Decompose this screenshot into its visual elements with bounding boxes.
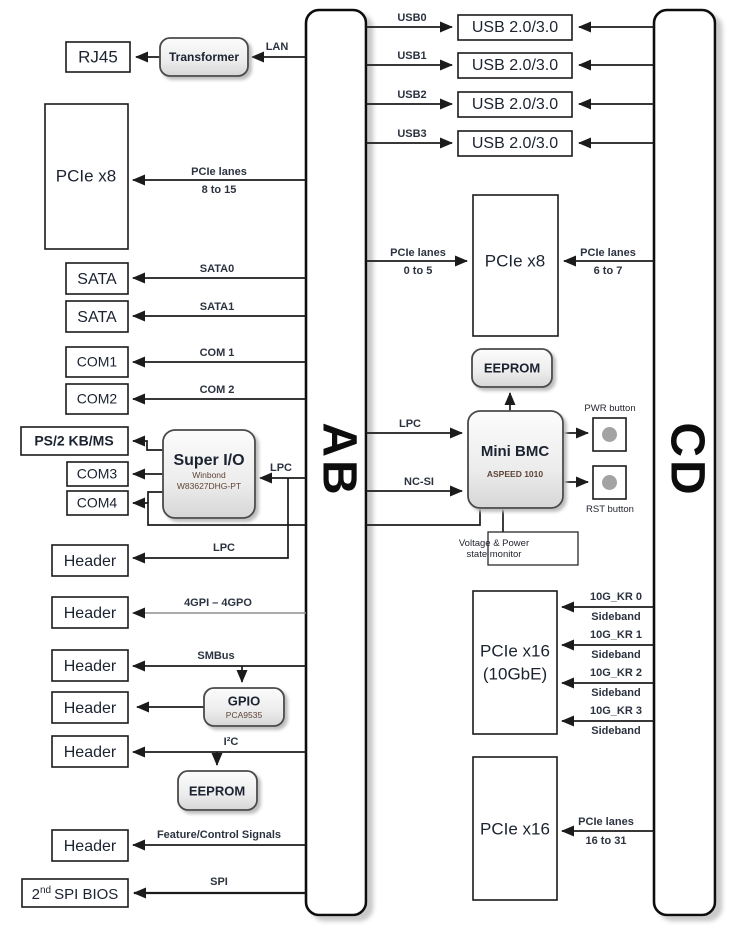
label-feature: Feature/Control Signals	[156, 829, 282, 841]
gpio-part: PCA9535	[225, 710, 263, 720]
pcie-x16-label: PCIe x16	[480, 819, 550, 839]
label-pcie-0-5-b: 0 to 5	[403, 265, 433, 277]
label-lan: LAN	[265, 41, 289, 53]
usb-0-label: USB 2.0/3.0	[471, 19, 559, 37]
com2-label: COM2	[76, 390, 118, 407]
node-com3	[67, 462, 128, 486]
connector-ab-label: AB	[312, 422, 366, 498]
label-kr2: 10G_KR 2	[590, 667, 642, 679]
header-smbus-label: Header	[63, 658, 117, 676]
connector-cd-label: CD	[660, 422, 714, 498]
label-kr0-sideband: Sideband	[591, 611, 641, 623]
sata-a-label: SATA	[77, 271, 117, 289]
usb-3-label: USB 2.0/3.0	[471, 135, 559, 153]
node-header-smbus	[52, 650, 128, 681]
chip-mini-bmc	[468, 411, 563, 508]
node-sata-a	[66, 263, 128, 294]
node-header-i2c	[52, 736, 128, 767]
eeprom-left-label: EEPROM	[188, 783, 246, 799]
node-rst-button	[586, 466, 634, 515]
label-pcie-8-15-a: PCIe lanes	[191, 166, 247, 178]
node-header-gpio-lanes	[52, 597, 128, 628]
node-voltage-monitor	[459, 532, 578, 565]
label-sata0: SATA0	[199, 263, 235, 275]
node-sata-b	[66, 301, 128, 332]
node-header-lpc	[52, 545, 128, 576]
chip-super-io	[163, 430, 255, 518]
label-sata1: SATA1	[199, 301, 235, 313]
label-lpc-header: LPC	[213, 542, 235, 554]
label-usb1: USB1	[397, 50, 427, 62]
chip-eeprom-mid	[472, 349, 552, 387]
node-pcie-x16	[473, 757, 557, 900]
node-com4	[67, 491, 128, 515]
spi-bios-sup: nd	[40, 885, 52, 896]
pwr-button-dot	[602, 427, 617, 442]
label-pcie-0-5-a: PCIe lanes	[390, 247, 446, 259]
label-pcie-8-15-b: 8 to 15	[201, 184, 237, 196]
node-com1	[66, 347, 128, 377]
label-com1: COM 1	[199, 347, 235, 359]
transformer-label: Transformer	[168, 50, 240, 65]
label-usb3: USB3	[397, 128, 427, 140]
rj45-label: RJ45	[78, 47, 118, 67]
wire-bmc-com4-right	[366, 508, 480, 525]
label-lpc-superio: LPC	[270, 462, 292, 474]
label-kr3-sideband: Sideband	[591, 725, 641, 737]
pcie-x16-10gbe-box	[473, 591, 557, 734]
chip-transformer	[160, 38, 248, 76]
label-com2: COM 2	[199, 384, 235, 396]
sata-b-label: SATA	[77, 309, 117, 327]
chip-eeprom-left	[178, 771, 257, 810]
node-header-feature	[52, 830, 128, 861]
node-usb-3	[458, 131, 572, 156]
header-i2c-label: Header	[63, 744, 117, 762]
com3-label: COM3	[76, 465, 118, 482]
label-usb2: USB2	[397, 89, 427, 101]
voltage-monitor-line2: state monitor	[466, 549, 522, 560]
label-smbus: SMBus	[197, 650, 235, 662]
pcie-x16-10gbe-line1: PCIe x16	[480, 641, 550, 661]
voltage-monitor-line1: Voltage & Power	[458, 538, 530, 549]
pwr-button-label: PWR button	[584, 403, 636, 414]
label-pcie-6-7-a: PCIe lanes	[580, 247, 636, 259]
rst-button-label: RST button	[586, 504, 634, 515]
label-pcie-16-31-b: 16 to 31	[585, 835, 627, 847]
label-kr0: 10G_KR 0	[590, 591, 642, 603]
connector-cd	[654, 10, 715, 915]
pcie-x16-10gbe-line2: (10GbE)	[482, 664, 548, 684]
label-usb0: USB0	[397, 12, 427, 24]
node-usb-2	[458, 92, 572, 117]
spi-bios-rest: SPI BIOS	[54, 886, 119, 903]
gpio-title: GPIO	[227, 693, 261, 709]
node-ps2	[21, 427, 128, 455]
label-pcie-6-7-b: 6 to 7	[593, 265, 623, 277]
node-usb-0	[458, 15, 572, 40]
com4-label: COM4	[76, 494, 118, 511]
node-pcie-x8-left	[45, 104, 128, 249]
label-i2c: I²C	[223, 736, 239, 748]
usb-1-label: USB 2.0/3.0	[471, 57, 559, 75]
header-gpio-label: Header	[63, 700, 117, 718]
rst-button-dot	[602, 475, 617, 490]
node-pwr-button	[584, 403, 635, 451]
label-lpc-bmc: LPC	[399, 418, 421, 430]
usb-2-label: USB 2.0/3.0	[471, 96, 559, 114]
mini-bmc-title: Mini BMC	[480, 442, 550, 460]
label-4gpi-4gpo: 4GPI – 4GPO	[184, 597, 252, 609]
node-pcie-x8-mid	[473, 195, 558, 336]
label-ncsi: NC-SI	[404, 476, 434, 488]
label-kr3: 10G_KR 3	[590, 705, 642, 717]
wire-superio-ps2	[133, 441, 163, 450]
label-kr1: 10G_KR 1	[590, 629, 642, 641]
node-spi-bios	[22, 879, 128, 907]
chip-gpio	[204, 688, 284, 726]
com1-label: COM1	[76, 353, 118, 370]
node-header-gpio	[52, 692, 128, 723]
wire-superio-com4-stub	[148, 492, 163, 503]
eeprom-mid-label: EEPROM	[483, 360, 541, 376]
label-kr1-sideband: Sideband	[591, 649, 641, 661]
super-io-part: W83627DHG-PT	[176, 481, 242, 491]
super-io-vendor: Winbond	[192, 470, 226, 480]
node-com2	[66, 384, 128, 414]
pcie-x8-mid-label: PCIe x8	[484, 251, 546, 271]
header-lpc-label: Header	[63, 553, 117, 571]
connector-ab	[306, 10, 366, 915]
label-kr2-sideband: Sideband	[591, 687, 641, 699]
super-io-title: Super I/O	[173, 452, 245, 470]
ps2-label: PS/2 KB/MS	[34, 432, 114, 449]
pcie-x8-left-label: PCIe x8	[55, 166, 117, 186]
label-spi: SPI	[210, 876, 228, 888]
node-rj45	[66, 42, 130, 72]
node-pcie-x16-10gbe	[473, 591, 557, 734]
mini-bmc-part: ASPEED 1010	[486, 469, 544, 479]
header-feature-label: Header	[63, 838, 117, 856]
label-pcie-16-31-a: PCIe lanes	[578, 816, 634, 828]
node-usb-1	[458, 53, 572, 78]
header-4gpi-label: Header	[63, 605, 117, 623]
spi-bios-base: 2	[31, 886, 41, 903]
